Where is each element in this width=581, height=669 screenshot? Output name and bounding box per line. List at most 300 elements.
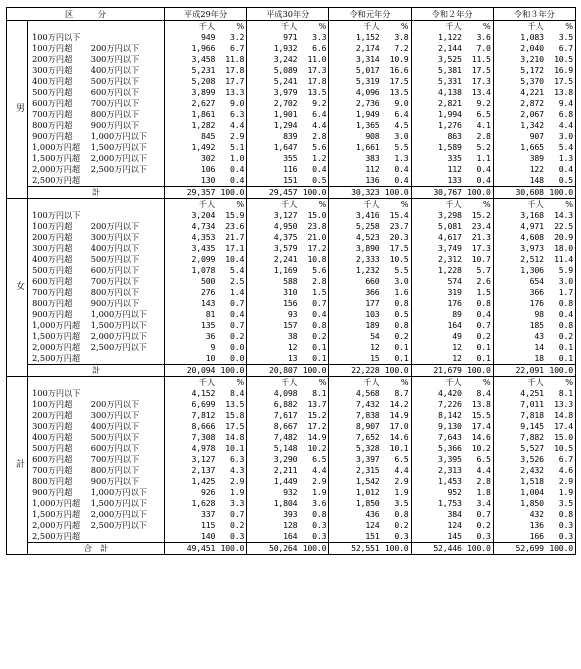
income-bracket-lower: 100万円超 [32, 43, 73, 54]
year-header-r2: 令和２年分 [411, 8, 493, 21]
unit-percent: % [565, 377, 573, 388]
percent-cell: 2.5 [217, 276, 247, 287]
people-cell: 3,314 [355, 54, 380, 65]
percent-cell: 0.8 [558, 509, 573, 520]
table-row [7, 254, 576, 265]
percent-cell: 6.7 [217, 43, 247, 54]
percent-cell: 14.9 [382, 410, 412, 421]
percent-cell: 15.5 [464, 410, 494, 421]
income-bracket-lower: 1,500万円超 [32, 153, 81, 164]
people-cell: 8,667 [273, 421, 298, 432]
income-bracket-lower: 1,500万円超 [32, 509, 81, 520]
people-cell: 1,078 [191, 265, 216, 276]
percent-cell: 0.3 [217, 531, 247, 543]
total-people-cell: 50,264 [247, 543, 300, 555]
income-bracket-upper: 900万円以下 [91, 476, 165, 487]
table-row [7, 465, 576, 476]
income-bracket-lower: 600万円超 [32, 454, 73, 465]
income-bracket-lower: 800万円超 [32, 120, 73, 131]
income-bracket-lower: 100万円超 [32, 221, 73, 232]
people-cell: 1,518 [520, 476, 544, 487]
percent-cell: 0.2 [217, 520, 247, 531]
percent-cell: 13.8 [464, 399, 494, 410]
people-cell: 2,821 [438, 98, 462, 109]
income-bracket-upper: 2,500万円以下 [91, 164, 165, 175]
income-bracket-lower: 700万円超 [32, 465, 73, 476]
percent-cell: 15.9 [217, 210, 247, 221]
table-row [7, 443, 576, 454]
people-cell: 2,333 [355, 254, 380, 265]
percent-cell: 17.4 [554, 421, 573, 432]
percent-cell: 10.1 [382, 443, 412, 454]
percent-cell: 0.2 [464, 520, 494, 531]
income-bracket-upper: 300万円以下 [91, 410, 165, 421]
income-bracket-lower: 500万円超 [32, 265, 73, 276]
income-bracket-lower: 300万円超 [32, 243, 73, 254]
people-cell: 4,152 [191, 388, 216, 399]
people-cell: 4,251 [520, 388, 544, 399]
people-cell: 949 [200, 32, 216, 43]
income-bracket-lower: 500万円超 [32, 87, 73, 98]
people-cell: 5,172 [520, 65, 544, 76]
people-cell: 9,130 [438, 421, 462, 432]
people-cell: 436 [365, 509, 380, 520]
percent-cell: 0.3 [299, 531, 329, 543]
people-cell: 6,882 [273, 399, 298, 410]
people-cell: 189 [365, 320, 380, 331]
percent-cell: 8.4 [217, 388, 247, 399]
people-cell: 3,526 [520, 454, 544, 465]
people-cell: 4,353 [191, 232, 216, 243]
people-cell: 1,449 [273, 476, 298, 487]
people-cell: 7,652 [355, 432, 380, 443]
percent-cell: 4.4 [382, 465, 412, 476]
unit-people: 千人 [280, 21, 298, 32]
income-bracket-upper: 900万円以下 [91, 120, 165, 131]
percent-cell: 3.8 [382, 32, 412, 43]
income-bracket-lower: 400万円超 [32, 254, 73, 265]
income-bracket-upper: 1,500万円以下 [91, 142, 165, 153]
percent-cell: 8.7 [382, 388, 412, 399]
percent-cell: 11.8 [217, 54, 247, 65]
income-bracket-upper: 600万円以下 [91, 265, 165, 276]
people-cell: 1,542 [355, 476, 380, 487]
people-cell: 574 [447, 276, 462, 287]
table-row [7, 142, 576, 153]
percent-cell: 9.0 [217, 98, 247, 109]
unit-people: 千人 [445, 199, 462, 210]
people-cell: 654 [529, 276, 544, 287]
income-bracket-lower: 700万円超 [32, 109, 73, 120]
percent-cell: 0.2 [464, 331, 494, 342]
percent-cell: 0.5 [558, 175, 573, 186]
people-cell: 115 [200, 520, 216, 531]
people-cell: 148 [529, 175, 544, 186]
income-bracket-lower: 100万円超 [32, 399, 73, 410]
total-row [7, 543, 576, 555]
total-percent-cell: 100.0 [217, 365, 247, 377]
people-cell: 908 [365, 131, 380, 142]
table-row [7, 210, 576, 221]
percent-cell: 10.5 [382, 254, 412, 265]
people-cell: 12 [452, 353, 462, 364]
percent-cell: 0.7 [217, 320, 247, 331]
total-label: 合 計 [28, 543, 165, 555]
people-cell: 3,204 [191, 210, 216, 221]
income-bracket-lower: 1,500万円超 [32, 331, 81, 342]
people-cell: 2,627 [191, 98, 216, 109]
people-cell: 12 [452, 342, 462, 353]
percent-cell: 17.3 [464, 243, 494, 254]
total-percent-cell: 100.0 [382, 543, 412, 555]
percent-cell: 15.4 [382, 210, 412, 221]
unit-percent: % [382, 377, 412, 389]
percent-cell: 4.4 [299, 465, 329, 476]
people-cell: 7,838 [355, 410, 380, 421]
percent-cell: 8.1 [299, 388, 329, 399]
percent-cell: 21.0 [299, 232, 329, 243]
unit-percent: % [382, 21, 412, 33]
table-row [7, 309, 576, 320]
people-cell: 1,342 [520, 120, 544, 131]
total-row [7, 187, 576, 199]
percent-cell: 14.6 [464, 432, 494, 443]
people-cell: 1,966 [191, 43, 216, 54]
percent-cell: 4.4 [464, 465, 494, 476]
percent-cell: 13.7 [299, 399, 329, 410]
income-bracket-upper [91, 353, 165, 365]
year-header-r3: 令和３年分 [493, 8, 575, 21]
table-row [7, 87, 576, 98]
income-bracket-upper [91, 32, 165, 43]
total-percent-cell: 100.0 [546, 365, 576, 377]
income-bracket-upper: 2,000万円以下 [91, 509, 165, 520]
people-cell: 335 [447, 153, 462, 164]
people-cell: 8,666 [191, 421, 216, 432]
income-bracket-lower: 2,500万円超 [32, 531, 81, 542]
percent-cell: 17.5 [554, 76, 573, 87]
table-row [7, 421, 576, 432]
percent-cell: 2.9 [382, 476, 412, 487]
income-bracket-lower: 600万円超 [32, 98, 73, 109]
income-bracket-upper: 300万円以下 [91, 54, 165, 65]
total-people-cell: 30,767 [411, 187, 464, 199]
percent-cell: 5.6 [299, 265, 329, 276]
percent-cell: 0.2 [299, 331, 329, 342]
percent-cell: 0.3 [558, 520, 573, 531]
income-bracket-lower: 800万円超 [32, 298, 73, 309]
people-cell: 1,169 [273, 265, 298, 276]
percent-cell: 15.0 [299, 210, 329, 221]
percent-cell: 6.6 [299, 43, 329, 54]
percent-cell: 0.1 [464, 342, 494, 353]
table-row [7, 221, 576, 232]
unit-people: 千人 [280, 377, 298, 388]
unit-percent: % [299, 377, 329, 389]
percent-cell: 13.5 [217, 399, 247, 410]
people-cell: 1,228 [438, 265, 462, 276]
people-cell: 4,608 [520, 232, 544, 243]
percent-cell: 0.3 [464, 531, 494, 543]
income-bracket-lower: 2,500万円超 [32, 175, 81, 186]
people-cell: 4,096 [355, 87, 380, 98]
table-row [7, 487, 576, 498]
people-cell: 124 [365, 520, 380, 531]
table-row [7, 98, 576, 109]
percent-cell: 0.4 [464, 164, 494, 175]
percent-cell: 0.2 [558, 331, 573, 342]
people-cell: 5,231 [191, 65, 216, 76]
income-bracket-lower: 900万円超 [32, 309, 73, 320]
table-row [7, 243, 576, 254]
income-bracket-upper [91, 531, 165, 543]
people-cell: 2,432 [520, 465, 544, 476]
people-cell: 136 [365, 175, 380, 186]
percent-cell: 1.9 [217, 487, 247, 498]
total-people-cell: 30,608 [493, 187, 546, 199]
people-cell: 3,525 [438, 54, 462, 65]
percent-cell: 17.3 [299, 65, 329, 76]
people-cell: 5,148 [273, 443, 298, 454]
percent-cell: 0.4 [299, 309, 329, 320]
people-cell: 2,702 [273, 98, 298, 109]
percent-cell: 0.4 [464, 309, 494, 320]
income-bracket-lower: 300万円超 [32, 421, 73, 432]
percent-cell: 6.3 [217, 109, 247, 120]
people-cell: 176 [447, 298, 462, 309]
people-cell: 5,366 [438, 443, 462, 454]
people-cell: 116 [283, 164, 298, 175]
income-bracket-upper: 800万円以下 [91, 109, 165, 120]
people-cell: 7,643 [438, 432, 462, 443]
people-cell: 36 [205, 331, 216, 342]
people-cell: 1,861 [191, 109, 216, 120]
people-cell: 122 [529, 164, 544, 175]
percent-cell: 0.0 [217, 342, 247, 353]
total-row [7, 365, 576, 377]
people-cell: 1,425 [191, 476, 216, 487]
table-row [7, 476, 576, 487]
percent-cell: 17.5 [217, 421, 247, 432]
unit-row-blank [28, 377, 165, 389]
income-bracket-lower: 1,000万円超 [32, 320, 81, 331]
people-cell: 5,370 [520, 76, 544, 87]
income-bracket-lower: 300万円超 [32, 65, 73, 76]
percent-cell: 10.2 [299, 443, 329, 454]
percent-cell: 4.5 [382, 120, 412, 131]
people-cell: 1,665 [520, 142, 544, 153]
people-cell: 157 [283, 320, 298, 331]
percent-cell: 3.2 [217, 32, 247, 43]
people-cell: 1,850 [520, 498, 544, 509]
percent-cell: 6.5 [464, 109, 494, 120]
total-people-cell: 52,551 [329, 543, 382, 555]
percent-cell: 0.1 [382, 353, 412, 365]
unit-percent: % [217, 21, 247, 33]
percent-cell: 5.9 [558, 265, 573, 276]
percent-cell: 1.6 [382, 287, 412, 298]
people-cell: 4,568 [355, 388, 380, 399]
income-bracket-upper: 200万円以下 [91, 399, 165, 410]
people-cell: 5,017 [355, 65, 380, 76]
percent-cell: 2.9 [558, 476, 573, 487]
people-cell: 1,949 [355, 109, 380, 120]
people-cell: 112 [365, 164, 380, 175]
percent-cell: 2.8 [299, 276, 329, 287]
people-cell: 384 [447, 509, 462, 520]
percent-cell: 1.0 [217, 153, 247, 164]
table-row [7, 232, 576, 243]
people-cell: 1,901 [273, 109, 298, 120]
percent-cell: 1.2 [299, 153, 329, 164]
percent-cell: 10.7 [464, 254, 494, 265]
percent-cell: 1.9 [558, 487, 573, 498]
percent-cell: 1.8 [464, 487, 494, 498]
table-row [7, 342, 576, 353]
income-bracket-upper: 900万円以下 [91, 298, 165, 309]
people-cell: 366 [529, 287, 544, 298]
percent-cell: 1.5 [299, 287, 329, 298]
percent-cell: 0.2 [382, 331, 412, 342]
table-row [7, 76, 576, 87]
percent-cell: 0.7 [299, 298, 329, 309]
percent-cell: 0.4 [382, 164, 412, 175]
income-bracket-upper: 300万円以下 [91, 232, 165, 243]
percent-cell: 0.3 [558, 531, 573, 542]
total-people-cell: 20,807 [247, 365, 300, 377]
percent-cell: 4.3 [217, 465, 247, 476]
percent-cell: 2.8 [464, 131, 494, 142]
percent-cell: 20.9 [554, 232, 573, 243]
people-cell: 5,089 [273, 65, 298, 76]
percent-cell: 0.1 [464, 353, 494, 365]
people-cell: 1,647 [273, 142, 298, 153]
percent-cell: 5.2 [464, 142, 494, 153]
income-bracket-lower: 400万円超 [32, 76, 73, 87]
unit-people: 千人 [198, 377, 216, 388]
percent-cell: 23.6 [217, 221, 247, 232]
table-body [7, 21, 576, 555]
people-cell: 3,242 [273, 54, 298, 65]
percent-cell: 9.2 [299, 98, 329, 109]
percent-cell: 22.5 [554, 221, 573, 232]
people-cell: 164 [447, 320, 462, 331]
people-cell: 3,458 [191, 54, 216, 65]
table-row [7, 153, 576, 164]
percent-cell: 0.7 [464, 320, 494, 331]
total-people-cell: 29,457 [247, 187, 300, 199]
income-bracket-lower: 600万円超 [32, 276, 73, 287]
table-row [7, 531, 576, 543]
people-cell: 185 [529, 320, 544, 331]
total-percent-cell: 100.0 [382, 187, 412, 199]
table-row [7, 410, 576, 421]
people-cell: 8,142 [438, 410, 462, 421]
percent-cell: 0.1 [299, 342, 329, 353]
income-bracket-upper: 2,000万円以下 [91, 331, 165, 342]
income-bracket-upper: 500万円以下 [91, 76, 165, 87]
people-cell: 43 [534, 331, 544, 342]
people-cell: 7,432 [355, 399, 380, 410]
percent-cell: 0.7 [217, 298, 247, 309]
percent-cell: 3.4 [464, 498, 494, 509]
people-cell: 932 [283, 487, 298, 498]
percent-cell: 14.6 [382, 432, 412, 443]
total-people-cell: 49,451 [165, 543, 218, 555]
unit-people: 千人 [527, 199, 544, 210]
people-cell: 81 [205, 309, 216, 320]
table-row [7, 32, 576, 43]
unit-people: 千人 [527, 377, 544, 388]
unit-people: 千人 [280, 199, 298, 210]
percent-cell: 0.7 [217, 509, 247, 520]
table-row [7, 65, 576, 76]
people-cell: 130 [200, 175, 216, 186]
percent-cell: 2.9 [217, 476, 247, 487]
percent-cell: 4.1 [464, 120, 494, 131]
people-cell: 7,617 [273, 410, 298, 421]
income-bracket-lower: 700万円超 [32, 287, 73, 298]
percent-cell: 5.6 [299, 142, 329, 153]
people-cell: 3,899 [191, 87, 216, 98]
total-people-cell: 22,228 [329, 365, 382, 377]
percent-cell: 17.0 [382, 421, 412, 432]
income-bracket-upper: 200万円以下 [91, 43, 165, 54]
people-cell: 5,331 [438, 76, 462, 87]
people-cell: 319 [447, 287, 462, 298]
people-cell: 4,375 [273, 232, 298, 243]
income-bracket-upper: 1,500万円以下 [91, 320, 165, 331]
total-people-cell: 52,446 [411, 543, 464, 555]
percent-cell: 17.3 [464, 76, 494, 87]
percent-cell: 14.8 [217, 432, 247, 443]
people-cell: 6,699 [191, 399, 216, 410]
people-cell: 166 [529, 531, 544, 542]
year-header-r1: 令和元年分 [329, 8, 411, 21]
people-cell: 164 [283, 531, 298, 542]
income-bracket-lower: 100万円以下 [32, 388, 81, 399]
percent-cell: 7.2 [382, 43, 412, 54]
people-cell: 383 [365, 153, 380, 164]
percent-cell: 10.4 [217, 254, 247, 265]
percent-cell: 10.1 [217, 443, 247, 454]
unit-row [7, 199, 576, 211]
percent-cell: 5.7 [464, 265, 494, 276]
unit-people: 千人 [445, 21, 462, 32]
people-cell: 366 [365, 287, 380, 298]
total-label: 計 [28, 365, 165, 377]
percent-cell: 3.0 [382, 276, 412, 287]
income-bracket-upper: 800万円以下 [91, 287, 165, 298]
people-cell: 2,313 [438, 465, 462, 476]
income-bracket-upper: 700万円以下 [91, 98, 165, 109]
people-cell: 1,152 [355, 32, 380, 43]
total-percent-cell: 100.0 [299, 543, 329, 555]
percent-cell: 4.4 [217, 120, 247, 131]
unit-row-blank [28, 21, 165, 33]
percent-cell: 6.7 [558, 43, 573, 54]
income-bracket-upper: 700万円以下 [91, 454, 165, 465]
people-cell: 337 [200, 509, 216, 520]
percent-cell: 10.8 [299, 254, 329, 265]
percent-cell: 18.0 [554, 243, 573, 254]
percent-cell: 6.5 [299, 454, 329, 465]
people-cell: 1,306 [520, 265, 544, 276]
percent-cell: 0.8 [299, 509, 329, 520]
percent-cell: 14.2 [382, 399, 412, 410]
people-cell: 2,315 [355, 465, 380, 476]
people-cell: 310 [283, 287, 298, 298]
